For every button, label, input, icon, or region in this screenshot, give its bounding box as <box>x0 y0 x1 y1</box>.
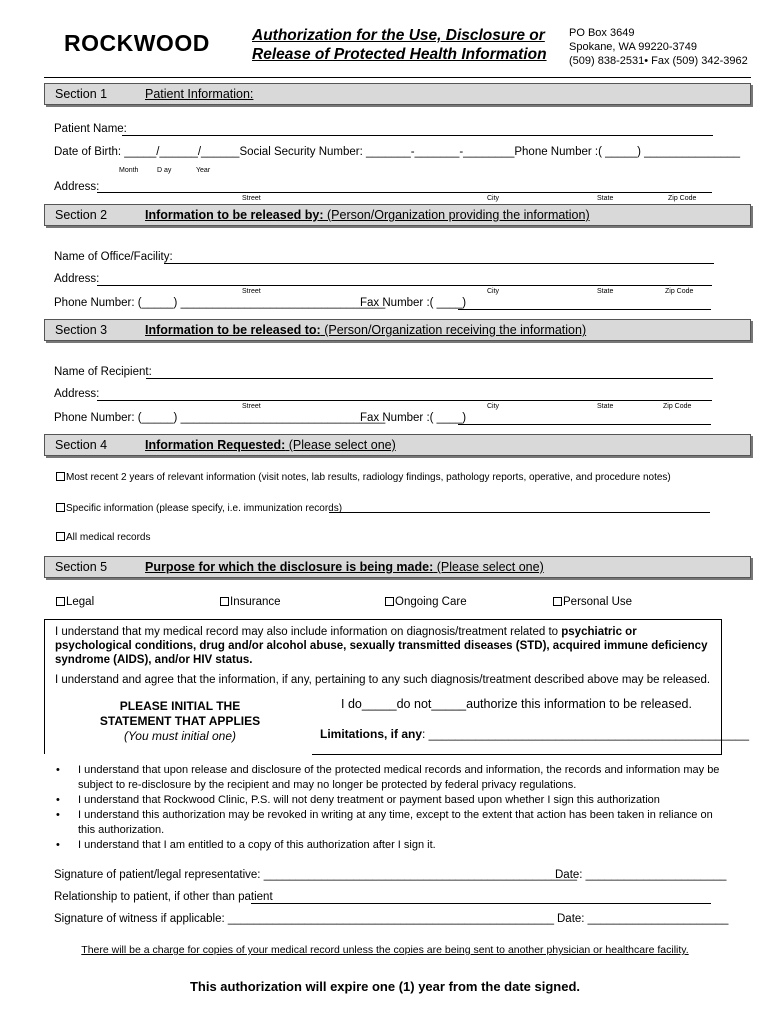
purpose-personal-label: Personal Use <box>563 596 633 608</box>
charge-notice: There will be a charge for copies of your medical record unless the copies are being sent to another physician or healthcare facility. <box>81 944 689 956</box>
patient-name-label: Patient Name: <box>54 123 127 135</box>
month-label: Month <box>119 167 139 174</box>
notice-para2: I understand and agree that the information, if any, pertaining to any such diagnosis/treatment described above may be released. <box>55 674 711 686</box>
limitations-field[interactable] <box>320 727 749 741</box>
checkbox[interactable] <box>56 532 65 541</box>
address-line3: (509) 838-2531• Fax (509) 342-3962 <box>569 55 748 67</box>
patient-address-field[interactable] <box>97 192 712 193</box>
purpose-ongoing-care[interactable] <box>385 596 467 608</box>
initial-instruction <box>65 699 295 744</box>
patient-date-field[interactable]: Date: ______________________ <box>555 869 727 881</box>
authorize-initial-field[interactable]: I do_____do not_____authorize this information to be released. <box>341 697 692 711</box>
bullet-text: I understand that Rockwood Clinic, P.S. will not deny treatment or payment based upon whether I sign this authorization <box>78 794 660 806</box>
recipient-field[interactable] <box>146 378 713 379</box>
purpose-legal-label: Legal <box>66 596 95 608</box>
specific-info-field[interactable] <box>329 512 710 513</box>
sec2-phone-field[interactable]: Phone Number: (_____) ________________________________ <box>54 297 386 309</box>
sec2-address-field[interactable] <box>97 285 712 286</box>
bullet-icon: • <box>56 839 60 851</box>
patient-name-field[interactable] <box>122 135 713 136</box>
address-line1: PO Box 3649 <box>569 27 635 39</box>
patient-address-label: Address: <box>54 181 100 193</box>
clinic-address <box>569 26 748 68</box>
sec3-fax-label: Fax Number :( ____) <box>360 412 467 424</box>
state-sub: State <box>597 195 614 202</box>
purpose-insurance-label: Insurance <box>230 596 281 608</box>
bullet-icon: • <box>56 764 60 776</box>
initial-line1: PLEASE INITIAL THE <box>119 699 241 713</box>
section5-title-bold: Purpose for which the disclosure is being made: <box>145 560 434 574</box>
option-all-records[interactable] <box>56 532 150 543</box>
section4-number: Section 4 <box>55 438 108 452</box>
notice-para1 <box>55 625 715 667</box>
bullet-icon: • <box>56 809 60 821</box>
form-title <box>252 26 552 64</box>
sec2-address-label: Address: <box>54 273 100 285</box>
city-sub: City <box>487 195 500 202</box>
option-specific-info[interactable] <box>56 503 342 514</box>
bullet-icon: • <box>56 794 60 806</box>
limitations-blank: : ________________________________________________ <box>422 727 750 741</box>
recipient-label: Name of Recipient: <box>54 366 152 378</box>
notice-para1-start: I understand that my medical record may also include information on diagnosis/treatment related to <box>55 626 562 638</box>
office-label: Name of Office/Facility: <box>54 251 173 263</box>
initial-line2: STATEMENT THAT APPLIES <box>99 714 261 728</box>
limitations-label: Limitations, if any <box>320 727 423 741</box>
witness-signature-field[interactable]: Signature of witness if applicable: ___________________________________________________ <box>54 913 555 925</box>
section2-number: Section 2 <box>55 208 108 222</box>
address-line2: Spokane, WA 99220-3749 <box>569 41 698 53</box>
state-sub: State <box>597 288 614 295</box>
section3-title <box>145 323 586 337</box>
purpose-legal[interactable] <box>56 596 94 608</box>
zip-sub: Zip Code <box>663 403 692 410</box>
title-line2: Release of Protected Health Information <box>252 46 547 63</box>
sec3-address-label: Address: <box>54 388 100 400</box>
section2-bar <box>44 204 751 226</box>
purpose-personal-use[interactable] <box>553 596 632 608</box>
section3-bar <box>44 319 751 341</box>
list-item <box>56 838 721 853</box>
state-sub: State <box>597 403 614 410</box>
checkbox[interactable] <box>385 597 394 606</box>
box-gap <box>44 754 312 755</box>
checkbox[interactable] <box>553 597 562 606</box>
ssn-field[interactable]: Social Security Number: _______-_______-________ <box>239 146 515 158</box>
section3-title-bold: Information to be released to: <box>145 323 321 337</box>
day-label: D ay <box>157 167 172 174</box>
checkbox[interactable] <box>56 472 65 481</box>
section2-title-bold: Information to be released by: <box>145 208 324 222</box>
relationship-label: Relationship to patient, if other than patient <box>54 891 273 903</box>
rockwood-logo: ROCKWOOD <box>64 30 210 56</box>
header-divider <box>44 77 751 78</box>
sec3-fax-field[interactable] <box>458 424 711 425</box>
sensitive-info-notice <box>44 619 750 755</box>
section4-title <box>145 438 396 452</box>
section1-number: Section 1 <box>55 87 108 101</box>
phone-field[interactable]: Phone Number :( _____) _______________ <box>514 146 741 158</box>
sec2-fax-label: Fax Number :( ____) <box>360 297 467 309</box>
relationship-field[interactable] <box>251 903 711 904</box>
list-item <box>56 808 721 838</box>
purpose-insurance[interactable] <box>220 596 281 608</box>
section5-number: Section 5 <box>55 560 108 574</box>
option-all-label: All medical records <box>66 532 151 543</box>
bullet-text: I understand that I am entitled to a copy of this authorization after I sign it. <box>78 839 436 851</box>
section1-bar <box>44 83 751 105</box>
section4-bar <box>44 434 751 456</box>
section2-title-rest: (Person/Organization providing the information) <box>323 208 590 222</box>
dob-label: Date of Birth: _____/______/______ <box>54 146 240 158</box>
checkbox[interactable] <box>56 597 65 606</box>
sec3-address-field[interactable] <box>97 400 712 401</box>
checkbox[interactable] <box>56 503 65 512</box>
section3-title-rest: (Person/Organization receiving the information) <box>320 323 587 337</box>
street-sub: Street <box>242 288 261 295</box>
year-label: Year <box>196 167 211 174</box>
option-recent-label: Most recent 2 years of relevant information (visit notes, lab results, radiology findings, pathology reports, operative, and procedure notes) <box>66 472 671 483</box>
section3-number: Section 3 <box>55 323 108 337</box>
title-line1: Authorization for the Use, Disclosure or <box>252 27 545 44</box>
initial-line3: (You must initial one) <box>123 729 237 743</box>
street-sub: Street <box>242 403 261 410</box>
option-specific-label: Specific information (please specify, i.e. immunization records) <box>66 503 343 514</box>
section4-title-rest: (Please select one) <box>285 438 396 452</box>
witness-date-field[interactable]: Date: ______________________ <box>557 913 729 925</box>
dob-field[interactable] <box>54 146 740 158</box>
city-sub: City <box>487 288 500 295</box>
list-item <box>56 763 721 793</box>
expiry-notice: This authorization will expire one (1) year from the date signed. <box>189 979 581 994</box>
list-item <box>56 793 721 808</box>
zip-sub: Zip Code <box>665 288 694 295</box>
section5-title <box>145 560 544 574</box>
section5-title-rest: (Please select one) <box>433 560 544 574</box>
sec3-phone-field[interactable]: Phone Number: (_____) ________________________________ <box>54 412 386 424</box>
notice-para1-bold: psychiatric or psychological conditions, drug and/or alcohol abuse, sexually transmitted diseases (STD), acquired immune deficiency syndrome (AIDS), and/or HIV status. <box>55 626 708 666</box>
section1-title: Patient Information: <box>145 87 254 101</box>
city-sub: City <box>487 403 500 410</box>
checkbox[interactable] <box>220 597 229 606</box>
patient-signature-field[interactable]: Signature of patient/legal representative: _________________________________________________ <box>54 869 578 881</box>
sec2-fax-field[interactable] <box>458 309 711 310</box>
section2-title <box>145 208 590 222</box>
section4-title-bold: Information Requested: <box>145 438 286 452</box>
purpose-ongoing-label: Ongoing Care <box>395 596 467 608</box>
office-field[interactable] <box>164 263 714 264</box>
acknowledgement-list <box>56 763 721 853</box>
street-sub: Street <box>242 195 261 202</box>
zip-sub: Zip Code <box>668 195 697 202</box>
bullet-text: I understand that upon release and disclosure of the protected medical records and information, the records and information may be subject to re-disclosure by the recipient and may no longer be protected by federal privacy regulations. <box>78 764 720 791</box>
option-recent-records[interactable] <box>56 472 671 483</box>
section5-bar <box>44 556 751 578</box>
bullet-text: I understand this authorization may be revoked in writing at any time, except to the extent that action has been taken in reliance on this authorization. <box>78 809 713 836</box>
